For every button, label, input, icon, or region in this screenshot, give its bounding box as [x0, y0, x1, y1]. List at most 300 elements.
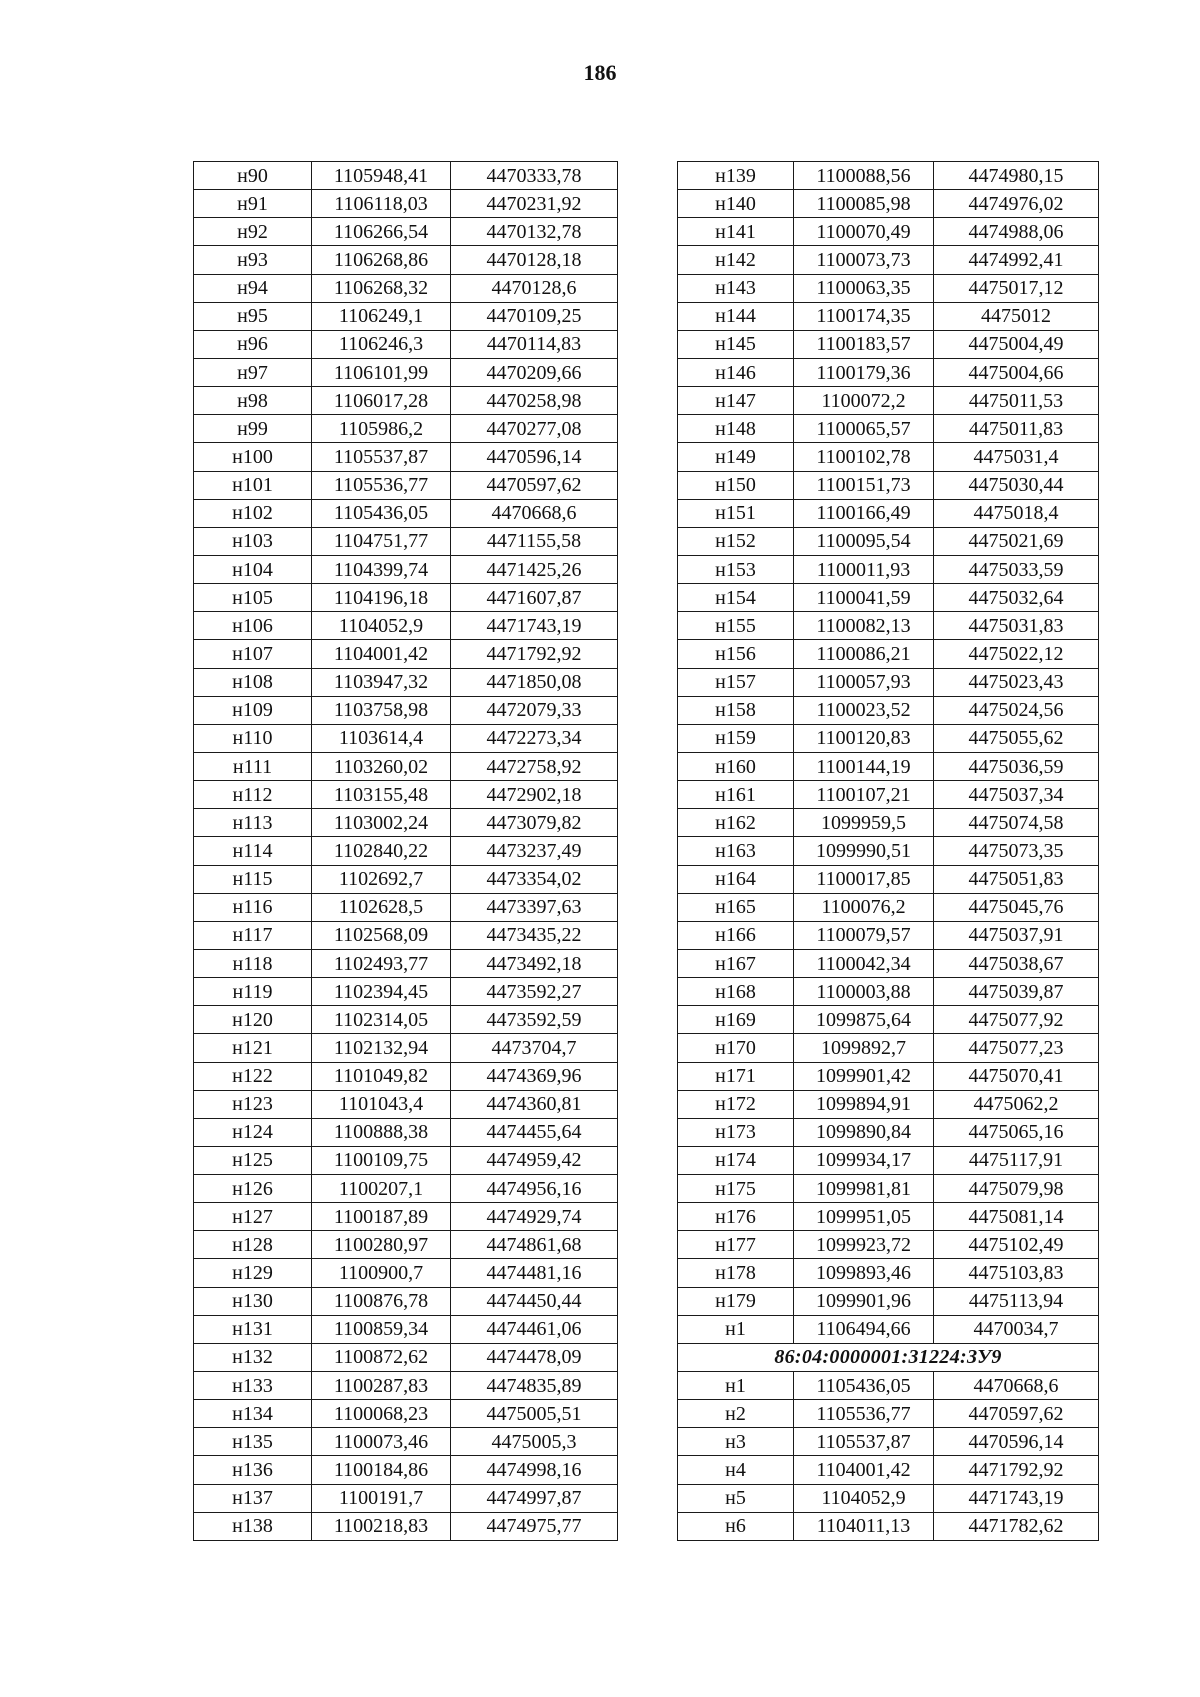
table-row [194, 218, 618, 246]
coordinates-table-right-body [678, 162, 1099, 1541]
point-id-cell: н138 [194, 1512, 312, 1540]
table-row [678, 527, 1099, 555]
table-row [678, 1062, 1099, 1090]
x-coordinate-cell: 1099951,05 [794, 1203, 934, 1231]
point-id-cell: н139 [678, 162, 794, 190]
table-row [194, 1034, 618, 1062]
y-coordinate-cell: 4471792,92 [451, 640, 618, 668]
table-row [678, 978, 1099, 1006]
point-id-cell: н127 [194, 1203, 312, 1231]
table-row [678, 162, 1099, 190]
table-row [194, 499, 618, 527]
table-row [678, 1372, 1099, 1400]
x-coordinate-cell: 1103155,48 [312, 781, 451, 809]
point-id-cell: н167 [678, 949, 794, 977]
table-row [194, 1484, 618, 1512]
x-coordinate-cell: 1100085,98 [794, 190, 934, 218]
point-id-cell: н112 [194, 781, 312, 809]
point-id-cell: н155 [678, 612, 794, 640]
table-row [194, 809, 618, 837]
point-id-cell: н1 [678, 1315, 794, 1343]
table-row [678, 1484, 1099, 1512]
y-coordinate-cell: 4475077,92 [934, 1006, 1099, 1034]
y-coordinate-cell: 4475018,4 [934, 499, 1099, 527]
x-coordinate-cell: 1103260,02 [312, 752, 451, 780]
point-id-cell: н143 [678, 274, 794, 302]
y-coordinate-cell: 4473237,49 [451, 837, 618, 865]
y-coordinate-cell: 4470668,6 [934, 1372, 1099, 1400]
y-coordinate-cell: 4470668,6 [451, 499, 618, 527]
x-coordinate-cell: 1100287,83 [312, 1372, 451, 1400]
table-row [194, 978, 618, 1006]
y-coordinate-cell: 4474980,15 [934, 162, 1099, 190]
table-row [678, 893, 1099, 921]
y-coordinate-cell: 4474360,81 [451, 1090, 618, 1118]
point-id-cell: н118 [194, 949, 312, 977]
table-row [194, 921, 618, 949]
y-coordinate-cell: 4471607,87 [451, 584, 618, 612]
x-coordinate-cell: 1102628,5 [312, 893, 451, 921]
y-coordinate-cell: 4475036,59 [934, 752, 1099, 780]
table-row [194, 1006, 618, 1034]
x-coordinate-cell: 1104196,18 [312, 584, 451, 612]
x-coordinate-cell: 1100207,1 [312, 1175, 451, 1203]
table-row [678, 696, 1099, 724]
point-id-cell: н172 [678, 1090, 794, 1118]
y-coordinate-cell: 4474976,02 [934, 190, 1099, 218]
y-coordinate-cell: 4471743,19 [934, 1484, 1099, 1512]
x-coordinate-cell: 1105986,2 [312, 415, 451, 443]
table-row [194, 1512, 618, 1540]
x-coordinate-cell: 1106017,28 [312, 387, 451, 415]
y-coordinate-cell: 4470114,83 [451, 330, 618, 358]
x-coordinate-cell: 1099893,46 [794, 1259, 934, 1287]
page-number: 186 [583, 60, 617, 85]
x-coordinate-cell: 1100179,36 [794, 358, 934, 386]
table-row [678, 1456, 1099, 1484]
y-coordinate-cell: 4470597,62 [934, 1400, 1099, 1428]
x-coordinate-cell: 1099959,5 [794, 809, 934, 837]
y-coordinate-cell: 4470034,7 [934, 1315, 1099, 1343]
point-id-cell: н175 [678, 1175, 794, 1203]
y-coordinate-cell: 4473704,7 [451, 1034, 618, 1062]
table-row [194, 1203, 618, 1231]
y-coordinate-cell: 4471792,92 [934, 1456, 1099, 1484]
x-coordinate-cell: 1102314,05 [312, 1006, 451, 1034]
y-coordinate-cell: 4475024,56 [934, 696, 1099, 724]
x-coordinate-cell: 1100003,88 [794, 978, 934, 1006]
x-coordinate-cell: 1100072,2 [794, 387, 934, 415]
x-coordinate-cell: 1105436,05 [312, 499, 451, 527]
point-id-cell: н123 [194, 1090, 312, 1118]
table-row [678, 584, 1099, 612]
x-coordinate-cell: 1106494,66 [794, 1315, 934, 1343]
x-coordinate-cell: 1100191,7 [312, 1484, 451, 1512]
x-coordinate-cell: 1100065,57 [794, 415, 934, 443]
table-row [678, 640, 1099, 668]
x-coordinate-cell: 1100107,21 [794, 781, 934, 809]
y-coordinate-cell: 4475023,43 [934, 668, 1099, 696]
point-id-cell: н156 [678, 640, 794, 668]
y-coordinate-cell: 4471743,19 [451, 612, 618, 640]
x-coordinate-cell: 1100102,78 [794, 443, 934, 471]
y-coordinate-cell: 4475102,49 [934, 1231, 1099, 1259]
x-coordinate-cell: 1099901,42 [794, 1062, 934, 1090]
y-coordinate-cell: 4474956,16 [451, 1175, 618, 1203]
point-id-cell: н160 [678, 752, 794, 780]
point-id-cell: н92 [194, 218, 312, 246]
y-coordinate-cell: 4475033,59 [934, 555, 1099, 583]
table-row [194, 1231, 618, 1259]
point-id-cell: н93 [194, 246, 312, 274]
point-id-cell: н141 [678, 218, 794, 246]
x-coordinate-cell: 1100068,23 [312, 1400, 451, 1428]
point-id-cell: н113 [194, 809, 312, 837]
x-coordinate-cell: 1100184,86 [312, 1456, 451, 1484]
table-row [678, 1400, 1099, 1428]
x-coordinate-cell: 1100082,13 [794, 612, 934, 640]
table-row [194, 330, 618, 358]
y-coordinate-cell: 4470128,6 [451, 274, 618, 302]
y-coordinate-cell: 4475074,58 [934, 809, 1099, 837]
point-id-cell: н161 [678, 781, 794, 809]
table-row [194, 612, 618, 640]
y-coordinate-cell: 4475117,91 [934, 1146, 1099, 1174]
x-coordinate-cell: 1100120,83 [794, 724, 934, 752]
point-id-cell: н91 [194, 190, 312, 218]
table-row [678, 1175, 1099, 1203]
y-coordinate-cell: 4475011,83 [934, 415, 1099, 443]
x-coordinate-cell: 1106118,03 [312, 190, 451, 218]
coordinates-table-left-body [194, 162, 618, 1541]
y-coordinate-cell: 4471850,08 [451, 668, 618, 696]
table-row [194, 1062, 618, 1090]
y-coordinate-cell: 4475032,64 [934, 584, 1099, 612]
point-id-cell: н97 [194, 358, 312, 386]
table-row [678, 612, 1099, 640]
x-coordinate-cell: 1100076,2 [794, 893, 934, 921]
table-row [678, 921, 1099, 949]
x-coordinate-cell: 1104001,42 [794, 1456, 934, 1484]
y-coordinate-cell: 4475037,34 [934, 781, 1099, 809]
y-coordinate-cell: 4475051,83 [934, 865, 1099, 893]
table-row [678, 1006, 1099, 1034]
point-id-cell: н103 [194, 527, 312, 555]
table-row [678, 1118, 1099, 1146]
table-row [678, 1287, 1099, 1315]
y-coordinate-cell: 4474478,09 [451, 1343, 618, 1371]
table-row [678, 1315, 1099, 1343]
table-row [678, 190, 1099, 218]
x-coordinate-cell: 1100079,57 [794, 921, 934, 949]
y-coordinate-cell: 4475065,16 [934, 1118, 1099, 1146]
x-coordinate-cell: 1102493,77 [312, 949, 451, 977]
x-coordinate-cell: 1100095,54 [794, 527, 934, 555]
x-coordinate-cell: 1100174,35 [794, 302, 934, 330]
x-coordinate-cell: 1102840,22 [312, 837, 451, 865]
point-id-cell: н2 [678, 1400, 794, 1428]
x-coordinate-cell: 1104011,13 [794, 1512, 934, 1540]
table-row [194, 949, 618, 977]
point-id-cell: н120 [194, 1006, 312, 1034]
x-coordinate-cell: 1106268,86 [312, 246, 451, 274]
table-row [678, 330, 1099, 358]
y-coordinate-cell: 4473592,59 [451, 1006, 618, 1034]
x-coordinate-cell: 1099934,17 [794, 1146, 934, 1174]
point-id-cell: н5 [678, 1484, 794, 1512]
x-coordinate-cell: 1103758,98 [312, 696, 451, 724]
x-coordinate-cell: 1104751,77 [312, 527, 451, 555]
point-id-cell: н108 [194, 668, 312, 696]
y-coordinate-cell: 4475005,51 [451, 1400, 618, 1428]
point-id-cell: н151 [678, 499, 794, 527]
x-coordinate-cell: 1100023,52 [794, 696, 934, 724]
x-coordinate-cell: 1101049,82 [312, 1062, 451, 1090]
table-row [194, 527, 618, 555]
point-id-cell: н95 [194, 302, 312, 330]
point-id-cell: н145 [678, 330, 794, 358]
x-coordinate-cell: 1100073,73 [794, 246, 934, 274]
x-coordinate-cell: 1100042,34 [794, 949, 934, 977]
table-row [678, 358, 1099, 386]
point-id-cell: н130 [194, 1287, 312, 1315]
table-row [194, 1175, 618, 1203]
y-coordinate-cell: 4474455,64 [451, 1118, 618, 1146]
table-row [678, 668, 1099, 696]
x-coordinate-cell: 1103002,24 [312, 809, 451, 837]
y-coordinate-cell: 4471425,26 [451, 555, 618, 583]
point-id-cell: н135 [194, 1428, 312, 1456]
x-coordinate-cell: 1101043,4 [312, 1090, 451, 1118]
x-coordinate-cell: 1100183,57 [794, 330, 934, 358]
table-row [678, 387, 1099, 415]
point-id-cell: н137 [194, 1484, 312, 1512]
x-coordinate-cell: 1106268,32 [312, 274, 451, 302]
point-id-cell: н98 [194, 387, 312, 415]
table-row [678, 1203, 1099, 1231]
table-row [194, 415, 618, 443]
y-coordinate-cell: 4474992,41 [934, 246, 1099, 274]
point-id-cell: н3 [678, 1428, 794, 1456]
table-row [678, 415, 1099, 443]
table-row [194, 837, 618, 865]
point-id-cell: н110 [194, 724, 312, 752]
table-row [678, 1231, 1099, 1259]
x-coordinate-cell: 1100057,93 [794, 668, 934, 696]
y-coordinate-cell: 4474959,42 [451, 1146, 618, 1174]
y-coordinate-cell: 4475113,94 [934, 1287, 1099, 1315]
table-row [194, 471, 618, 499]
point-id-cell: н170 [678, 1034, 794, 1062]
point-id-cell: н129 [194, 1259, 312, 1287]
point-id-cell: н116 [194, 893, 312, 921]
point-id-cell: н162 [678, 809, 794, 837]
point-id-cell: н164 [678, 865, 794, 893]
y-coordinate-cell: 4471782,62 [934, 1512, 1099, 1540]
point-id-cell: н122 [194, 1062, 312, 1090]
x-coordinate-cell: 1099901,96 [794, 1287, 934, 1315]
x-coordinate-cell: 1106101,99 [312, 358, 451, 386]
y-coordinate-cell: 4474369,96 [451, 1062, 618, 1090]
point-id-cell: н136 [194, 1456, 312, 1484]
table-row [194, 190, 618, 218]
point-id-cell: н148 [678, 415, 794, 443]
y-coordinate-cell: 4470128,18 [451, 246, 618, 274]
y-coordinate-cell: 4470132,78 [451, 218, 618, 246]
x-coordinate-cell: 1100086,21 [794, 640, 934, 668]
y-coordinate-cell: 4475004,66 [934, 358, 1099, 386]
y-coordinate-cell: 4473354,02 [451, 865, 618, 893]
point-id-cell: н115 [194, 865, 312, 893]
x-coordinate-cell: 1105436,05 [794, 1372, 934, 1400]
coordinates-table-right [677, 161, 1099, 1541]
table-row [678, 1343, 1099, 1371]
table-row [194, 1343, 618, 1371]
x-coordinate-cell: 1099875,64 [794, 1006, 934, 1034]
y-coordinate-cell: 4473079,82 [451, 809, 618, 837]
point-id-cell: н171 [678, 1062, 794, 1090]
y-coordinate-cell: 4474929,74 [451, 1203, 618, 1231]
table-row [194, 1287, 618, 1315]
y-coordinate-cell: 4470597,62 [451, 471, 618, 499]
point-id-cell: н165 [678, 893, 794, 921]
x-coordinate-cell: 1099890,84 [794, 1118, 934, 1146]
y-coordinate-cell: 4474975,77 [451, 1512, 618, 1540]
point-id-cell: н107 [194, 640, 312, 668]
y-coordinate-cell: 4475103,83 [934, 1259, 1099, 1287]
table-row [194, 1118, 618, 1146]
coordinates-table-left [193, 161, 618, 1541]
x-coordinate-cell: 1100041,59 [794, 584, 934, 612]
point-id-cell: н178 [678, 1259, 794, 1287]
x-coordinate-cell: 1099923,72 [794, 1231, 934, 1259]
y-coordinate-cell: 4474998,16 [451, 1456, 618, 1484]
y-coordinate-cell: 4475081,14 [934, 1203, 1099, 1231]
y-coordinate-cell: 4473592,27 [451, 978, 618, 1006]
x-coordinate-cell: 1100187,89 [312, 1203, 451, 1231]
table-row [678, 1259, 1099, 1287]
x-coordinate-cell: 1105536,77 [794, 1400, 934, 1428]
y-coordinate-cell: 4475021,69 [934, 527, 1099, 555]
x-coordinate-cell: 1100063,35 [794, 274, 934, 302]
point-id-cell: н125 [194, 1146, 312, 1174]
x-coordinate-cell: 1100011,93 [794, 555, 934, 583]
x-coordinate-cell: 1102692,7 [312, 865, 451, 893]
table-row [678, 218, 1099, 246]
y-coordinate-cell: 4475012 [934, 302, 1099, 330]
y-coordinate-cell: 4473492,18 [451, 949, 618, 977]
table-row [194, 584, 618, 612]
x-coordinate-cell: 1106246,3 [312, 330, 451, 358]
y-coordinate-cell: 4474481,16 [451, 1259, 618, 1287]
table-row [678, 302, 1099, 330]
x-coordinate-cell: 1103614,4 [312, 724, 451, 752]
point-id-cell: н6 [678, 1512, 794, 1540]
table-row [678, 781, 1099, 809]
table-row [194, 555, 618, 583]
point-id-cell: н134 [194, 1400, 312, 1428]
point-id-cell: н119 [194, 978, 312, 1006]
table-row [194, 640, 618, 668]
table-row [678, 1512, 1099, 1540]
point-id-cell: н133 [194, 1372, 312, 1400]
y-coordinate-cell: 4474997,87 [451, 1484, 618, 1512]
y-coordinate-cell: 4474861,68 [451, 1231, 618, 1259]
x-coordinate-cell: 1100151,73 [794, 471, 934, 499]
point-id-cell: н140 [678, 190, 794, 218]
table-row [194, 1259, 618, 1287]
point-id-cell: н1 [678, 1372, 794, 1400]
y-coordinate-cell: 4475031,83 [934, 612, 1099, 640]
x-coordinate-cell: 1100166,49 [794, 499, 934, 527]
table-row [678, 1034, 1099, 1062]
point-id-cell: н177 [678, 1231, 794, 1259]
table-row [678, 274, 1099, 302]
point-id-cell: н154 [678, 584, 794, 612]
y-coordinate-cell: 4475037,91 [934, 921, 1099, 949]
x-coordinate-cell: 1100859,34 [312, 1315, 451, 1343]
x-coordinate-cell: 1105537,87 [794, 1428, 934, 1456]
y-coordinate-cell: 4475077,23 [934, 1034, 1099, 1062]
y-coordinate-cell: 4475011,53 [934, 387, 1099, 415]
table-row [194, 893, 618, 921]
point-id-cell: н124 [194, 1118, 312, 1146]
x-coordinate-cell: 1104052,9 [794, 1484, 934, 1512]
y-coordinate-cell: 4475079,98 [934, 1175, 1099, 1203]
table-row [194, 1315, 618, 1343]
table-row [194, 274, 618, 302]
point-id-cell: н114 [194, 837, 312, 865]
x-coordinate-cell: 1100017,85 [794, 865, 934, 893]
table-row [194, 1428, 618, 1456]
x-coordinate-cell: 1100218,83 [312, 1512, 451, 1540]
point-id-cell: н99 [194, 415, 312, 443]
table-row [194, 1456, 618, 1484]
x-coordinate-cell: 1102568,09 [312, 921, 451, 949]
point-id-cell: н142 [678, 246, 794, 274]
point-id-cell: н90 [194, 162, 312, 190]
y-coordinate-cell: 4472079,33 [451, 696, 618, 724]
point-id-cell: н173 [678, 1118, 794, 1146]
x-coordinate-cell: 1105537,87 [312, 443, 451, 471]
y-coordinate-cell: 4475062,2 [934, 1090, 1099, 1118]
x-coordinate-cell: 1100900,7 [312, 1259, 451, 1287]
y-coordinate-cell: 4475070,41 [934, 1062, 1099, 1090]
point-id-cell: н163 [678, 837, 794, 865]
point-id-cell: н104 [194, 555, 312, 583]
table-row [678, 1428, 1099, 1456]
table-row [194, 865, 618, 893]
table-row [194, 1146, 618, 1174]
point-id-cell: н126 [194, 1175, 312, 1203]
point-id-cell: н157 [678, 668, 794, 696]
x-coordinate-cell: 1105536,77 [312, 471, 451, 499]
x-coordinate-cell: 1100888,38 [312, 1118, 451, 1146]
x-coordinate-cell: 1103947,32 [312, 668, 451, 696]
table-row [194, 752, 618, 780]
table-row [194, 668, 618, 696]
table-row [678, 837, 1099, 865]
x-coordinate-cell: 1099892,7 [794, 1034, 934, 1062]
table-row [678, 809, 1099, 837]
table-row [194, 302, 618, 330]
point-id-cell: н102 [194, 499, 312, 527]
x-coordinate-cell: 1104399,74 [312, 555, 451, 583]
point-id-cell: н109 [194, 696, 312, 724]
point-id-cell: н4 [678, 1456, 794, 1484]
y-coordinate-cell: 4470333,78 [451, 162, 618, 190]
table-row [194, 246, 618, 274]
